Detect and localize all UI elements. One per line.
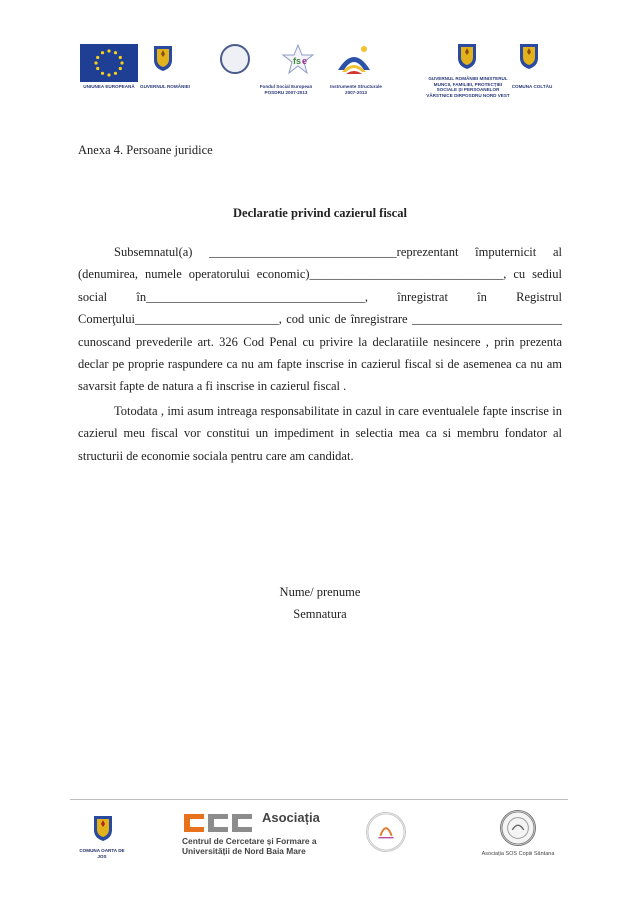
ccc-logo-mark bbox=[182, 810, 256, 836]
ccc-subtitle-line-1: Centrul de Cercetare și Formare a bbox=[182, 836, 317, 846]
coltau-coat-of-arms-icon bbox=[518, 42, 540, 70]
signature-name-label: Nume/ prenume bbox=[279, 585, 361, 599]
eu-flag-logo bbox=[80, 44, 138, 82]
ccc-subtitle-line-2: Universității de Nord Baia Mare bbox=[182, 846, 306, 856]
svg-text:fs: fs bbox=[293, 56, 302, 66]
coltau-caption: COMUNA COLTĂU bbox=[511, 84, 553, 89]
gov-caption: GUVERNUL ROMÂNIEI bbox=[140, 84, 190, 89]
ministry-caption: GUVERNUL ROMÂNIEI MINISTERUL MUNCII, FAMILIEI, PROTECȚIEI SOCIALE ȘI PERSOANELOR VÂRSTNICE DIRPOSDRU NORD VEST bbox=[426, 76, 510, 98]
header-logo-strip bbox=[70, 36, 570, 116]
ccc-title: Asociația bbox=[262, 810, 320, 825]
fse-logo bbox=[278, 41, 318, 81]
oarta-coat-of-arms-icon bbox=[92, 814, 114, 842]
declaration-paragraph-1: Subsemnatul(a) ______________________________reprezentant împuternicit al (denumirea, numele operatorului economic)_______________________________, cu sediul social în___________________________________, înregistrat în Registrul Comerţului_______________________, cod unic de înregistrare ________________________ cunoscand prevederile art. 326 Cod Penal cu privire la declaratiile nesincere , prin prezenta declar pe proprie raspundere ca nu am fapte inscrise in cazierul fiscal si de asemenea ca nu am savarsit fapte de natura a fi inscrise in cazierul fiscal . bbox=[78, 245, 562, 394]
ministry-coat-of-arms-icon bbox=[456, 42, 478, 70]
footer-logo-strip bbox=[70, 808, 570, 888]
atc-logo bbox=[366, 812, 406, 852]
declaration-body bbox=[78, 241, 562, 467]
oarta-caption: COMUNA OARTA DE JOS bbox=[79, 848, 125, 859]
declaration-paragraph-2: Totodata , imi asum intreaga responsabilitate in cazul in care eventualele fapte inscrise in cazierul meu fiscal vor constitui un impediment in selectia mea ca si membru fondator al structurii de economie sociala pentru care am candidat. bbox=[78, 403, 562, 463]
signature-label: Semnatura bbox=[293, 607, 347, 621]
footer-divider bbox=[70, 799, 568, 800]
fse-caption: Fondul Social European POSDRU 2007-2013 bbox=[259, 84, 313, 95]
instrumente-structurale-logo bbox=[332, 40, 376, 84]
declaration-title: Declaratie privind cazierul fiscal bbox=[233, 206, 407, 220]
ccc-subtitle bbox=[182, 836, 317, 856]
annex-heading: Anexa 4. Persoane juridice bbox=[78, 143, 213, 157]
romania-coat-of-arms-icon bbox=[152, 44, 174, 72]
institution-seal-logo bbox=[220, 44, 250, 74]
is-caption: Instrumente Structurale 2007-2013 bbox=[330, 84, 382, 95]
eu-caption: UNIUNEA EUROPEANĂ bbox=[83, 84, 135, 89]
sos-association-logo bbox=[500, 810, 536, 846]
sos-caption: Asociația SOS Copiii Sântana bbox=[481, 851, 555, 857]
svg-text:e: e bbox=[302, 56, 308, 66]
